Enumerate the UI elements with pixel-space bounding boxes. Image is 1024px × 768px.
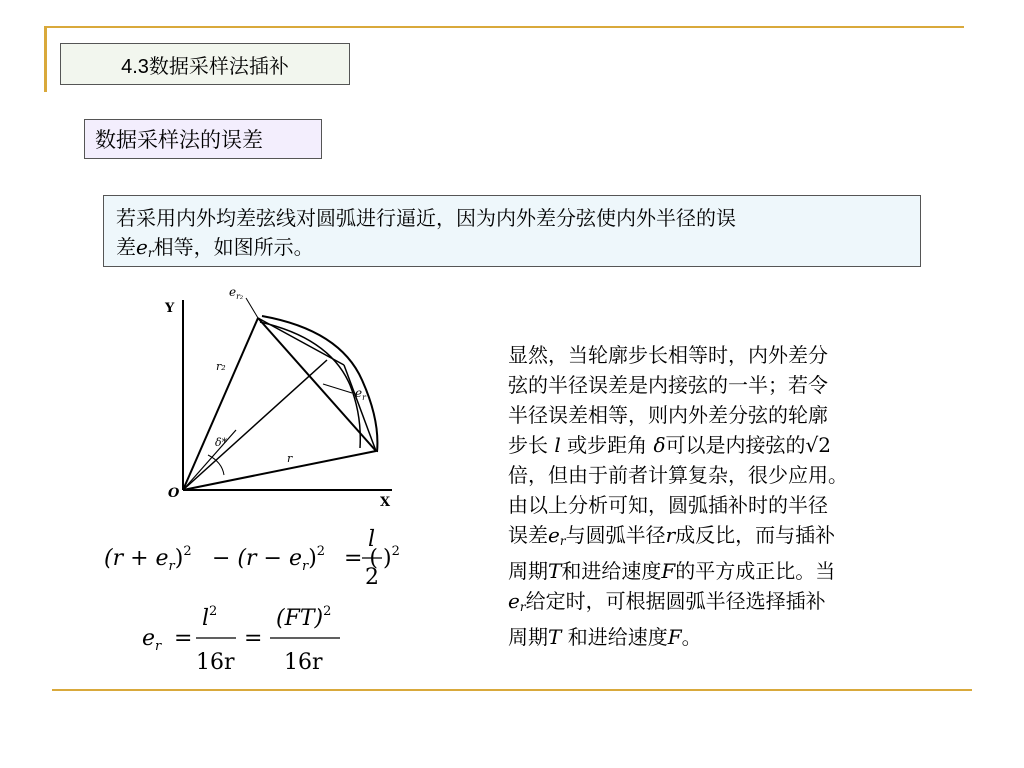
radius-middle [183,360,327,490]
label-r2: r₂ [216,360,226,373]
f1-term1: $(r + e_r)^2$ [104,544,192,574]
f2-eq1: = [174,626,193,651]
intro-line-2 [116,233,908,268]
f2-eq2: = [244,626,263,651]
intro-post: 相等，如图所示。 [153,235,314,259]
para-line-9: $e_r$给定时，可根据圆弧半径选择插补 [508,589,826,614]
formula-2 [140,597,360,679]
f1-close: )$^2$ [383,544,400,571]
f1-den-2: 2 [365,565,379,590]
formula-1 [100,520,420,592]
top-rule [44,26,964,28]
slide-title [60,43,350,85]
f2-num1: $l^2$ [202,604,218,631]
para-line-7: 误差$e_r$与圆弧半径r成反比，而与插补 [508,523,836,548]
radius-to-top [183,318,258,490]
slide-title-text: 4.3数据采样法插补 [121,55,289,78]
section-subtitle-text: 数据采样法的误差 [95,128,263,152]
explanation-paragraph [508,340,936,652]
leader-er-top [246,298,258,318]
bottom-rule [52,689,972,691]
para-line-3: 半径误差相等，则内外差分弦的轮廓 [508,403,828,427]
f2-den1: 16r [196,650,235,675]
inner-arc [260,322,360,448]
label-er2: $e_{r_2}$ [229,285,244,301]
leader-er-right [323,384,352,393]
f1-eq: = ( [344,546,379,571]
label-er: $e_r$ [355,386,366,402]
para-line-5: 倍，但由于前者计算复杂，很少应用。 [508,463,848,487]
para-line-8: 周期T和进给速度F的平方成正比。当 [508,559,836,583]
label-delta: δ* [215,436,228,449]
para-line-10: 周期T 和进给速度F。 [508,625,702,649]
para-line-6: 由以上分析可知，圆弧插补时的半径 [508,493,828,517]
f2-num2: (FT)$^2$ [276,604,332,631]
intro-line-1: 若采用内外均差弦线对圆弧进行逼近，因为内外差分弦使内外半径的误 [116,206,736,230]
axis-y-label: Y [165,301,175,316]
para-line-4: 步长 l 或步距角 δ可以是内接弦的√2 [508,433,831,457]
f1-num-l: l [368,527,376,552]
left-rule [44,26,47,92]
f2-den2: 16r [284,650,323,675]
para-line-2: 弦的半径误差是内接弦的一半；若令 [508,373,828,397]
intro-var-sub: r [147,246,154,260]
axis-x-label: X [380,495,391,510]
arc-diagram [160,280,410,510]
intro-var-e: e [136,235,148,259]
para-line-1: 显然，当轮廓步长相等时，内外差分 [508,343,828,367]
origin-label: O [168,486,180,501]
intro-text-box [103,195,921,267]
f2-lhs: $e_r$ [142,626,162,654]
intro-pre: 差 [116,235,136,259]
chord-inner [258,318,376,451]
f1-term2: − $(r - e_r)^2$ [212,544,326,574]
section-subtitle [84,119,322,159]
label-r: r [287,452,293,465]
